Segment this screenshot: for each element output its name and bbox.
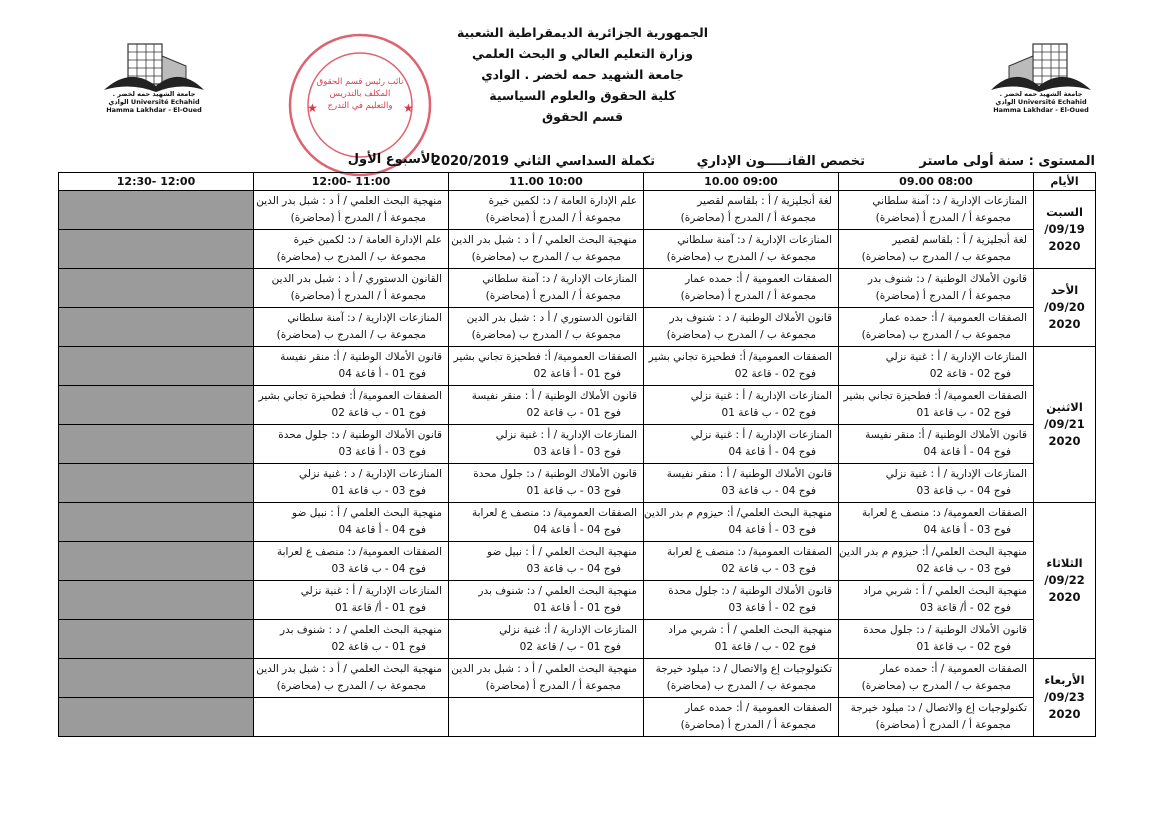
course-title: تكنولوجيات إع والاتصال / د: ميلود خيرجة [850, 702, 1027, 714]
day-name: الثلاثاء [1046, 556, 1083, 570]
course-cell [449, 191, 644, 230]
course-group: فوج 01 - أ قاعة 04 [338, 368, 426, 380]
course-title: قانون الأملاك الوطنية / أ : منقر نفيسة [666, 468, 832, 480]
course-group: فوج 01 - أ/ قاعة 01 [334, 602, 426, 614]
course-cell [839, 425, 1034, 464]
course-cell [254, 386, 449, 425]
course-group: فوج 03 - ب قاعة 02 [721, 563, 816, 575]
schedule-table [58, 172, 1096, 737]
schedule-row [59, 347, 1096, 386]
course-cell [644, 503, 839, 542]
course-cell [449, 269, 644, 308]
course-title: منهجية البحث العلمي / أ : شربي مراد [668, 624, 832, 636]
course-title: قانون الأملاك الوطنية / أ: منقر نفيسة [280, 351, 442, 363]
course-group: فوج 01 - ب / قاعة 02 [519, 641, 621, 653]
course-cell [449, 659, 644, 698]
day-cell [1034, 503, 1096, 659]
course-title: الصفقات العمومية / أ: حمده عمار [685, 273, 832, 285]
days-column-header: الأيام [1034, 173, 1096, 191]
course-title: الصفقات العمومية/ أ: فطحيزة تجاني بشير [843, 390, 1027, 402]
course-group: فوج 02 - ب قاعة 01 [916, 407, 1011, 419]
course-cell [644, 386, 839, 425]
schedule-row [59, 542, 1096, 581]
schedule-row [59, 581, 1096, 620]
course-title: منهجية البحث العلمي / د : شنوف بدر [280, 624, 442, 636]
course-title: لغة أنجليزية / أ : بلقاسم لقصير [697, 195, 832, 207]
schedule-row [59, 191, 1096, 230]
course-cell [839, 659, 1034, 698]
day-date: 09/22/ [1044, 573, 1085, 587]
schedule-row [59, 698, 1096, 737]
course-title: الصفقات العمومية / أ: حمده عمار [880, 663, 1027, 675]
course-cell [644, 659, 839, 698]
course-cell [254, 581, 449, 620]
logo-caption: جامعة الشهيد حمه لخضر . الوادي Université Echahid Hamma Lakhdar - El-Oued [993, 90, 1089, 114]
course-title: علم الإدارة العامة / د: لكمين خيرة [488, 195, 637, 207]
course-title: قانون الأملاك الوطنية / د: جلول محدة [278, 429, 442, 441]
course-cell [839, 581, 1034, 620]
course-cell [449, 308, 644, 347]
break-cell [59, 620, 254, 659]
course-cell [839, 542, 1034, 581]
course-cell [644, 464, 839, 503]
course-title: تكنولوجيات إع والاتصال / د: ميلود خيرجة [655, 663, 832, 675]
schedule-row [59, 269, 1096, 308]
course-group: مجموعة أ / المدرج أ (محاضرة) [485, 290, 621, 302]
course-title: المنازعات الإدارية / أ : غنية نزلي [885, 351, 1027, 363]
course-cell [839, 503, 1034, 542]
course-title: منهجية البحث العلمي / أ د : شبل بدر الدين [256, 663, 442, 675]
course-group: مجموعة أ / المدرج أ (محاضرة) [485, 212, 621, 224]
course-cell [644, 347, 839, 386]
course-cell [644, 620, 839, 659]
course-title: المنازعات الإدارية / د: آمنة سلطاني [482, 273, 637, 285]
course-cell [839, 269, 1034, 308]
course-cell [449, 698, 644, 737]
break-cell [59, 503, 254, 542]
course-group: مجموعة أ / المدرج أ (محاضرة) [875, 212, 1011, 224]
break-cell [59, 581, 254, 620]
course-cell [254, 347, 449, 386]
course-title: قانون الأملاك الوطنية / د: جلول محدة [473, 468, 637, 480]
course-title: منهجية البحث العلمي/ أ: حيزوم م بدر الدين [839, 546, 1027, 558]
course-cell [449, 503, 644, 542]
course-cell [254, 269, 449, 308]
course-group: مجموعة أ / المدرج أ (محاضرة) [290, 290, 426, 302]
course-title: المنازعات الإدارية / د: آمنة سلطاني [872, 195, 1027, 207]
course-title: علم الإدارة العامة / د: لكمين خيرة [293, 234, 442, 246]
day-date: 09/21/ [1044, 417, 1085, 431]
course-cell [449, 542, 644, 581]
level-label: المستوى : سنة أولى ماستر [919, 154, 1095, 169]
course-title: منهجية البحث العلمي / أ د : شبل بدر الدين [451, 663, 637, 675]
course-title: الصفقات العمومية/ أ: فطحيزة تجاني بشير [453, 351, 637, 363]
day-year: 2020 [1048, 590, 1081, 604]
day-cell [1034, 347, 1096, 503]
break-cell [59, 542, 254, 581]
header-line: جامعة الشهيد حمه لخضر . الوادي [481, 67, 684, 82]
course-cell [449, 581, 644, 620]
course-group: فوج 03 - أ قاعة 03 [338, 446, 426, 458]
university-logo [100, 36, 208, 114]
break-cell [59, 464, 254, 503]
break-cell [59, 191, 254, 230]
course-group: فوج 02 - قاعة 02 [734, 368, 816, 380]
course-group: فوج 01 - ب قاعة 02 [331, 641, 426, 653]
course-title: الصفقات العمومية/ أ: فطحيزة تجاني بشير [648, 351, 832, 363]
time-slot-header: 09:00 10.00 [644, 173, 839, 191]
course-group: مجموعة ب / المدرج ب (محاضرة) [276, 680, 426, 692]
day-cell [1034, 191, 1096, 269]
header-row [59, 173, 1096, 191]
course-title: القانون الدستوري / أ د : شبل بدر الدين [271, 273, 442, 285]
course-title: منهجية البحث العلمي / أ : نبيل ضو [487, 546, 637, 558]
week-label: الأسبوع الأول [347, 152, 435, 167]
course-title: المنازعات الإدارية / أ : غنية نزلي [300, 585, 442, 597]
schedule-row [59, 620, 1096, 659]
break-cell [59, 659, 254, 698]
course-cell [644, 542, 839, 581]
course-cell [644, 698, 839, 737]
course-group: فوج 02 - أ قاعة 03 [728, 602, 816, 614]
break-cell [59, 269, 254, 308]
course-cell [449, 464, 644, 503]
svg-text:★: ★ [307, 101, 318, 115]
course-title: المنازعات الإدارية / د: آمنة سلطاني [287, 312, 442, 324]
day-cell [1034, 659, 1096, 737]
day-cell [1034, 269, 1096, 347]
break-cell [59, 386, 254, 425]
course-group: مجموعة ب / المدرج ب (محاضرة) [471, 251, 621, 263]
course-title: الصفقات العمومية/ أ: فطحيزة تجاني بشير [258, 390, 442, 402]
course-title: قانون الأملاك الوطنية / أ : منقر نفيسة [471, 390, 637, 402]
time-slot-header: 11:00 -12:00 [254, 173, 449, 191]
course-group: فوج 03 - أ قاعة 04 [728, 524, 816, 536]
schedule-meta [60, 154, 1095, 174]
course-group: مجموعة ب / المدرج ب (محاضرة) [861, 251, 1011, 263]
specialty-label: تخصص القانـــــون الإداري [696, 154, 865, 169]
course-group: فوج 02 - قاعة 02 [929, 368, 1011, 380]
course-cell [839, 464, 1034, 503]
course-group: مجموعة ب / المدرج ب (محاضرة) [861, 680, 1011, 692]
day-name: الأربعاء [1044, 673, 1085, 687]
course-group: فوج 03 - ب قاعة 02 [916, 563, 1011, 575]
course-cell [254, 698, 449, 737]
course-cell [449, 347, 644, 386]
course-title: الصفقات العمومية / أ: حمده عمار [880, 312, 1027, 324]
course-cell [839, 191, 1034, 230]
course-title: منهجية البحث العلمي / أ : نبيل ضو [292, 507, 442, 519]
course-group: فوج 02 - ب قاعة 01 [721, 407, 816, 419]
course-group: مجموعة أ / المدرج أ (محاضرة) [290, 212, 426, 224]
course-cell [839, 230, 1034, 269]
course-title: منهجية البحث العلمي / د: شنوف بدر [478, 585, 637, 597]
schedule-row [59, 659, 1096, 698]
course-group: مجموعة ب / المدرج ب (محاضرة) [276, 329, 426, 341]
course-title: الصفقات العمومية/ د: منصف ع لعرابة [666, 546, 832, 558]
course-group: فوج 02 - ب قاعة 01 [916, 641, 1011, 653]
course-group: فوج 04 - ب قاعة 03 [721, 485, 816, 497]
course-title: منهجية البحث العلمي / أ د : شبل بدر الدين [451, 234, 637, 246]
course-group: فوج 01 - ب قاعة 02 [526, 407, 621, 419]
course-cell [449, 425, 644, 464]
course-cell [644, 425, 839, 464]
header-line: وزارة التعليم العالي و البحث العلمي [471, 46, 694, 61]
day-date: 09/19/ [1044, 222, 1085, 236]
course-cell [644, 230, 839, 269]
course-cell [839, 347, 1034, 386]
course-cell [839, 620, 1034, 659]
break-cell [59, 425, 254, 464]
day-name: السبت [1046, 205, 1083, 219]
course-title: قانون الأملاك الوطنية / د: شنوف بدر [867, 273, 1027, 285]
course-cell [254, 230, 449, 269]
course-group: فوج 02 - أ/ قاعة 03 [919, 602, 1011, 614]
break-cell [59, 230, 254, 269]
course-group: فوج 01 - ب قاعة 02 [331, 407, 426, 419]
day-year: 2020 [1048, 434, 1081, 448]
course-group: مجموعة ب / المدرج ب (محاضرة) [666, 329, 816, 341]
course-group: مجموعة أ / المدرج أ (محاضرة) [875, 290, 1011, 302]
course-cell [449, 230, 644, 269]
course-title: المنازعات الإدارية / أ : غنية نزلي [495, 429, 637, 441]
course-cell [449, 620, 644, 659]
course-group: فوج 01 - أ قاعة 02 [533, 368, 621, 380]
schedule-row [59, 230, 1096, 269]
course-title: قانون الأملاك الوطنية / أ: منقر نفيسة [865, 429, 1027, 441]
time-slot-header: 08:00 09.00 [839, 173, 1034, 191]
course-title: المنازعات الإدارية / د: آمنة سلطاني [677, 234, 832, 246]
course-group: مجموعة أ / المدرج أ (محاضرة) [485, 680, 621, 692]
time-slot-header: 10:00 11.00 [449, 173, 644, 191]
course-title: المنازعات الإدارية / أ : غنية نزلي [885, 468, 1027, 480]
course-title: الصفقات العمومية/ د: منصف ع لعرابة [861, 507, 1027, 519]
course-title: منهجية البحث العلمي/ أ: حيزوم م بدر الدين [644, 507, 832, 519]
course-title: المنازعات الإدارية / د : غنية نزلي [299, 468, 442, 480]
course-cell [254, 620, 449, 659]
course-title: لغة أنجليزية / أ : بلقاسم لقصير [892, 234, 1027, 246]
course-group: فوج 03 - ب قاعة 01 [331, 485, 426, 497]
course-title: قانون الأملاك الوطنية / د: جلول محدة [863, 624, 1027, 636]
course-group: فوج 04 - أ قاعة 04 [338, 524, 426, 536]
course-title: منهجية البحث العلمي / أ : شربي مراد [863, 585, 1027, 597]
course-cell [449, 386, 644, 425]
schedule-row [59, 425, 1096, 464]
header-line: الجمهورية الجزائرية الديمقراطية الشعبية [456, 25, 709, 40]
course-title: المنازعات الإدارية / أ : غنية نزلي [690, 429, 832, 441]
header-line: كلية الحقوق والعلوم السياسية [489, 88, 676, 103]
course-cell [644, 191, 839, 230]
day-year: 2020 [1048, 707, 1081, 721]
course-group: مجموعة ب / المدرج ب (محاضرة) [471, 329, 621, 341]
course-title: قانون الأملاك الوطنية / د : شنوف بدر [669, 312, 832, 324]
schedule-row [59, 464, 1096, 503]
course-group: مجموعة أ / المدرج أ (محاضرة) [680, 290, 816, 302]
course-group: مجموعة ب / المدرج ب (محاضرة) [276, 251, 426, 263]
course-cell [839, 386, 1034, 425]
time-slot-header: 12:00 -12:30 [59, 173, 254, 191]
day-date: 09/20/ [1044, 300, 1085, 314]
course-cell [839, 698, 1034, 737]
university-logo [987, 36, 1095, 114]
course-group: مجموعة أ / المدرج أ (محاضرة) [680, 719, 816, 731]
course-title: قانون الأملاك الوطنية / د: جلول محدة [668, 585, 832, 597]
course-group: فوج 01 - أ قاعة 01 [533, 602, 621, 614]
course-cell [254, 659, 449, 698]
break-cell [59, 308, 254, 347]
course-title: القانون الدستوري / أ د : شبل بدر الدين [466, 312, 637, 324]
course-cell [254, 191, 449, 230]
course-group: فوج 04 - ب قاعة 03 [916, 485, 1011, 497]
course-group: فوج 03 - أ قاعة 03 [533, 446, 621, 458]
course-group: مجموعة أ / المدرج أ (محاضرة) [680, 212, 816, 224]
term-label: تكملة السداسي الثاني 2020/2019 [431, 154, 655, 169]
schedule-row [59, 308, 1096, 347]
course-title: المنازعات الإدارية / أ : غنية نزلي [690, 390, 832, 402]
course-group: فوج 02 - ب / قاعة 01 [714, 641, 816, 653]
svg-text:★: ★ [403, 101, 414, 115]
day-name: الاثنين [1046, 400, 1083, 414]
day-year: 2020 [1048, 317, 1081, 331]
course-cell [254, 425, 449, 464]
header-line: قسم الحقوق [541, 109, 624, 124]
course-title: المنازعات الإدارية / أ: غنية نزلي [499, 624, 637, 636]
course-title: الصفقات العمومية/ د: منصف ع لعرابة [276, 546, 442, 558]
break-cell [59, 347, 254, 386]
logo-caption: جامعة الشهيد حمه لخضر . الوادي Université Echahid Hamma Lakhdar - El-Oued [106, 90, 202, 114]
course-group: فوج 04 - أ قاعة 04 [728, 446, 816, 458]
course-cell [839, 308, 1034, 347]
course-title: الصفقات العمومية / أ: حمده عمار [685, 702, 832, 714]
course-cell [644, 581, 839, 620]
course-cell [644, 308, 839, 347]
course-group: فوج 04 - ب قاعة 03 [331, 563, 426, 575]
day-name: الأحد [1050, 283, 1079, 297]
course-cell [254, 464, 449, 503]
course-group: مجموعة ب / المدرج ب (محاضرة) [666, 251, 816, 263]
course-group: فوج 04 - أ قاعة 04 [923, 446, 1011, 458]
schedule-row [59, 503, 1096, 542]
course-cell [254, 542, 449, 581]
course-group: مجموعة ب / المدرج ب (محاضرة) [666, 680, 816, 692]
course-cell [254, 308, 449, 347]
schedule-row [59, 386, 1096, 425]
course-title: منهجية البحث العلمي / أ د : شبل بدر الدين [256, 195, 442, 207]
day-year: 2020 [1048, 239, 1081, 253]
course-group: فوج 04 - ب قاعة 03 [526, 563, 621, 575]
course-title: الصفقات العمومية/ د: منصف ع لعرابة [471, 507, 637, 519]
course-cell [254, 503, 449, 542]
course-group: فوج 03 - أ قاعة 04 [923, 524, 1011, 536]
course-group: مجموعة أ / المدرج أ (محاضرة) [875, 719, 1011, 731]
course-group: مجموعة ب / المدرج ب (محاضرة) [861, 329, 1011, 341]
course-cell [644, 269, 839, 308]
break-cell [59, 698, 254, 737]
day-date: 09/23/ [1044, 690, 1085, 704]
course-group: فوج 03 - ب قاعة 01 [526, 485, 621, 497]
stamp-text: نائب رئيس قسم الحقوق المكلف بالتدريس والتعليم في التدرج [316, 77, 404, 111]
course-group: فوج 04 - أ قاعة 04 [533, 524, 621, 536]
